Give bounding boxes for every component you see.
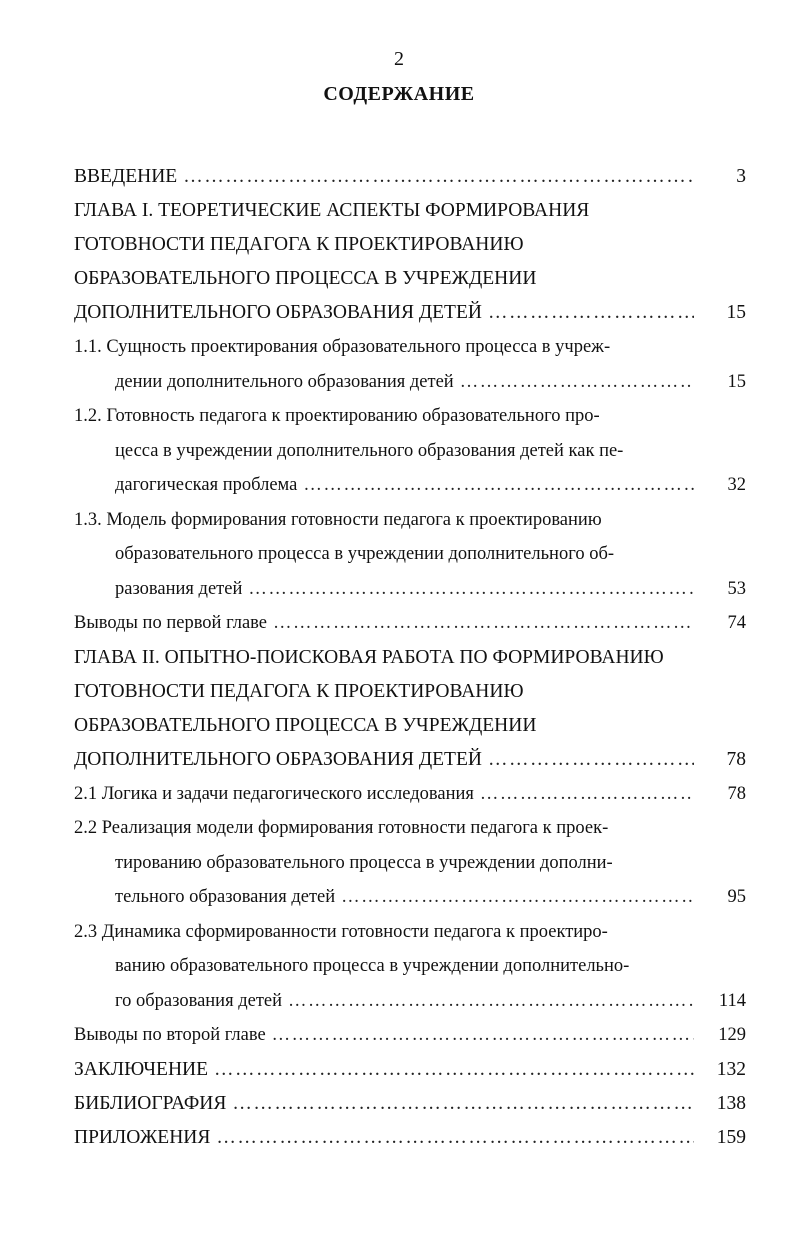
toc-entry-title: ванию образовательного процесса в учреждении дополнительно-	[115, 956, 630, 976]
toc-leader-dots	[232, 1087, 694, 1121]
toc-line	[74, 468, 746, 503]
toc-entry-title: 1.1. Сущность проектирования образовательного процесса в учреж-	[74, 337, 611, 357]
toc-line	[74, 915, 746, 950]
toc-line	[74, 262, 746, 296]
toc-entry-title: 2.3 Динамика сформированности готовности педагога к проектиро-	[74, 921, 608, 942]
toc-entry[interactable]	[74, 1087, 746, 1121]
toc-line	[74, 296, 746, 330]
toc-entry-title: 1.2. Готовность педагога к проектированию образовательного про-	[74, 406, 600, 426]
toc-entry[interactable]	[74, 641, 746, 777]
toc-line	[74, 537, 746, 572]
toc-entry[interactable]	[74, 1053, 746, 1087]
page-title: СОДЕРЖАНИЕ	[323, 83, 475, 105]
toc-entry-title: образовательного процесса в учреждении дополнительного об-	[115, 544, 615, 564]
toc-line	[74, 880, 746, 915]
toc-entry-title: ГОТОВНОСТИ ПЕДАГОГА К ПРОЕКТИРОВАНИЮ	[74, 234, 524, 255]
toc-leader-dots	[303, 468, 694, 503]
toc-entry-title: дагогическая проблема	[115, 475, 298, 495]
toc-page-number: 53	[727, 578, 746, 599]
toc-entry-title: ПРИЛОЖЕНИЯ	[74, 1126, 211, 1148]
toc-page-number: 15	[726, 302, 746, 323]
toc-entry[interactable]	[74, 606, 746, 641]
toc-line	[74, 949, 746, 984]
toc-entry[interactable]	[74, 503, 746, 607]
toc-entry-title: 1.3. Модель формирования готовности педагога к проектированию	[74, 509, 602, 530]
toc-leader-dots	[460, 365, 694, 400]
toc-leader-dots	[272, 1018, 694, 1053]
toc-entry-title: цесса в учреждении дополнительного образования детей как пе-	[115, 440, 624, 461]
toc-page-number: 132	[716, 1058, 746, 1080]
toc-entry-title: тированию образовательного процесса в учреждении дополни-	[115, 852, 613, 873]
toc-line	[74, 811, 746, 846]
toc-leader-dots	[214, 1053, 694, 1087]
toc-line	[74, 606, 746, 641]
toc-line	[74, 194, 746, 228]
toc-entry[interactable]	[74, 915, 746, 1019]
toc-page-number: 114	[718, 990, 746, 1011]
toc-page-number: 78	[726, 748, 746, 770]
toc-page-number: 95	[727, 887, 746, 907]
toc-leader-dots	[248, 572, 694, 607]
toc-entry-title: тельного образования детей	[115, 887, 336, 907]
toc-leader-dots	[341, 880, 694, 915]
toc-entry[interactable]	[74, 399, 746, 503]
toc-entry[interactable]	[74, 160, 746, 194]
toc-page-number: 32	[727, 475, 746, 495]
toc-line	[74, 503, 746, 538]
toc-line	[74, 777, 746, 812]
toc-entry-title: дении дополнительного образования детей	[115, 371, 454, 392]
toc-leader-dots	[288, 984, 694, 1019]
toc-leader-dots	[480, 777, 694, 812]
toc-page-number: 74	[727, 613, 746, 633]
toc-line	[74, 1018, 746, 1053]
toc-entry-title: разования детей	[115, 578, 243, 599]
toc-line	[74, 1087, 746, 1121]
toc-entry-title: го образования детей	[115, 990, 283, 1011]
toc-entry[interactable]	[74, 1121, 746, 1155]
toc-page-number: 159	[716, 1126, 746, 1148]
toc-page-number: 129	[718, 1025, 746, 1045]
toc-entry-title: Выводы по второй главе	[74, 1025, 266, 1045]
toc-entry-title: ГЛАВА I. ТЕОРЕТИЧЕСКИЕ АСПЕКТЫ ФОРМИРОВАНИЯ	[74, 200, 590, 221]
toc-leader-dots	[183, 160, 694, 194]
toc-line	[74, 434, 746, 469]
table-of-contents	[74, 160, 746, 1155]
toc-leader-dots	[216, 1121, 694, 1155]
toc-entry[interactable]	[74, 777, 746, 812]
toc-line	[74, 984, 746, 1019]
toc-page-number: 78	[727, 783, 746, 804]
toc-line	[74, 1121, 746, 1155]
toc-entry-title: 2.1 Логика и задачи педагогического исследования	[74, 783, 474, 804]
toc-entry-title: ГЛАВА II. ОПЫТНО-ПОИСКОВАЯ РАБОТА ПО ФОРМИРОВАНИЮ	[74, 646, 664, 668]
toc-line	[74, 572, 746, 607]
toc-entry[interactable]	[74, 1018, 746, 1053]
toc-page-number: 15	[727, 371, 746, 392]
toc-line	[74, 709, 746, 743]
toc-entry-title: ОБРАЗОВАТЕЛЬНОГО ПРОЦЕССА В УЧРЕЖДЕНИИ	[74, 714, 537, 736]
toc-entry-title: ВВЕДЕНИЕ	[74, 166, 178, 187]
toc-page-number: 3	[736, 166, 746, 187]
page-number: 2	[394, 48, 404, 70]
toc-line	[74, 675, 746, 709]
toc-line	[74, 1053, 746, 1087]
toc-entry-title: ДОПОЛНИТЕЛЬНОГО ОБРАЗОВАНИЯ ДЕТЕЙ	[74, 302, 482, 323]
toc-line	[74, 399, 746, 434]
toc-entry-title: 2.2 Реализация модели формирования готовности педагога к проек-	[74, 818, 609, 838]
toc-entry-title: ГОТОВНОСТИ ПЕДАГОГА К ПРОЕКТИРОВАНИЮ	[74, 680, 524, 702]
toc-line	[74, 641, 746, 675]
toc-entry-title: ЗАКЛЮЧЕНИЕ	[74, 1058, 209, 1080]
toc-entry[interactable]	[74, 194, 746, 330]
toc-line	[74, 846, 746, 881]
toc-line	[74, 160, 746, 194]
toc-entry[interactable]	[74, 811, 746, 915]
toc-page-number: 138	[716, 1092, 746, 1114]
toc-leader-dots	[488, 743, 694, 777]
toc-line	[74, 743, 746, 777]
toc-leader-dots	[488, 296, 694, 330]
toc-line	[74, 365, 746, 400]
toc-entry-title: ДОПОЛНИТЕЛЬНОГО ОБРАЗОВАНИЯ ДЕТЕЙ	[74, 748, 482, 770]
toc-entry-title: БИБЛИОГРАФИЯ	[74, 1092, 227, 1114]
toc-entry-title: Выводы по первой главе	[74, 613, 268, 633]
toc-line	[74, 228, 746, 262]
toc-entry[interactable]	[74, 330, 746, 399]
toc-leader-dots	[273, 606, 694, 641]
toc-line	[74, 330, 746, 365]
toc-entry-title: ОБРАЗОВАТЕЛЬНОГО ПРОЦЕССА В УЧРЕЖДЕНИИ	[74, 268, 537, 289]
